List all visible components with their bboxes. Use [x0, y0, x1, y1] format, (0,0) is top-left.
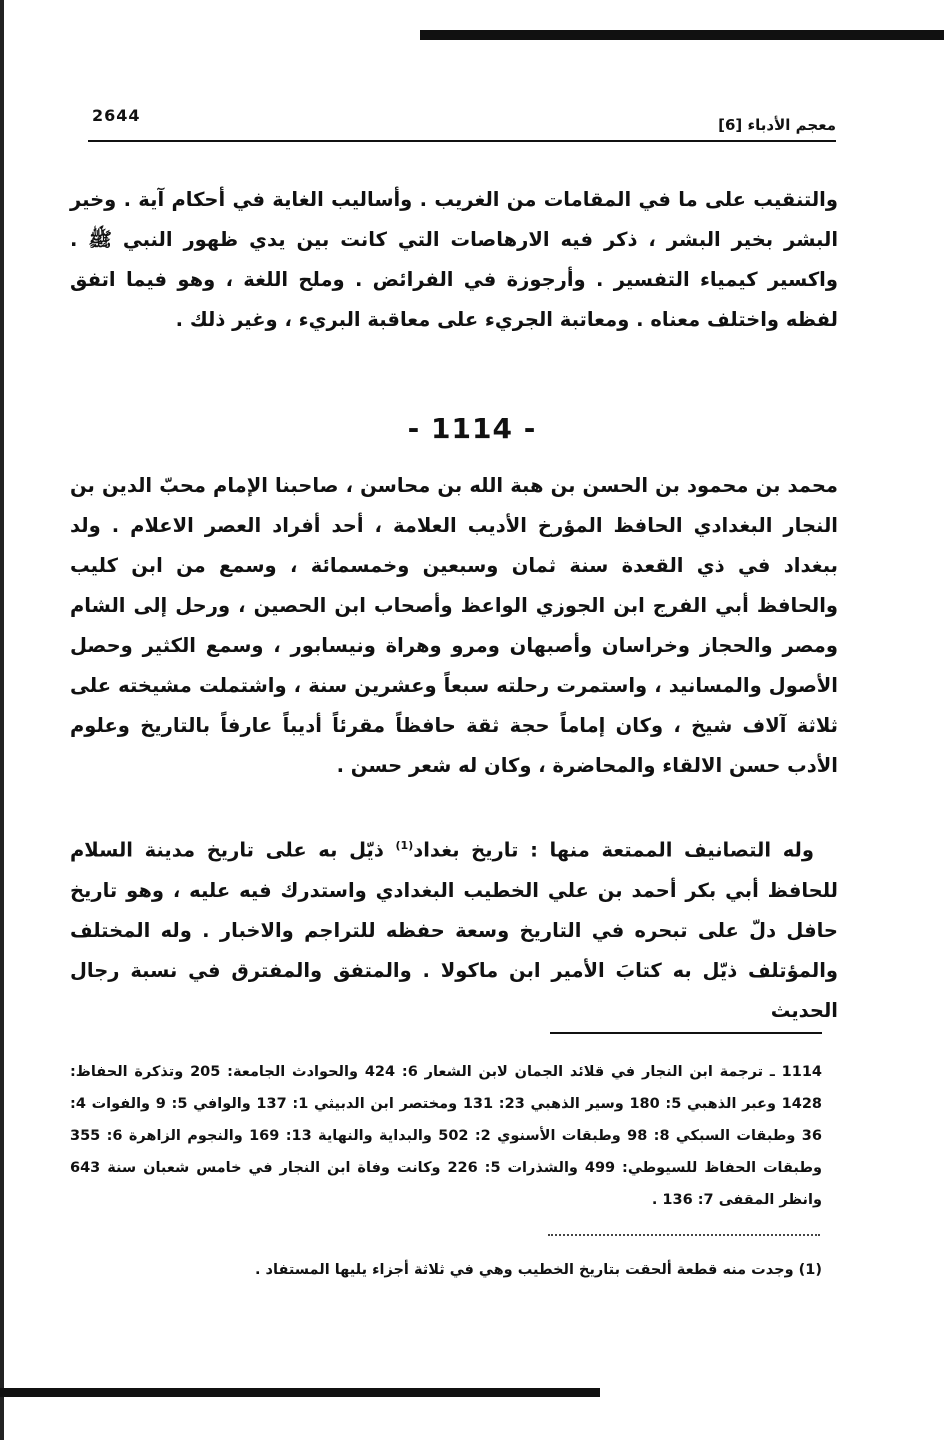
entry-name: محمد بن محمود بن الحسن بن هبة الله بن محاسن ،: [345, 474, 838, 497]
footnote: (1) وجدت منه قطعة ألحقت بتاريخ الخطيب وهي في ثلاثة أجزاء يليها المستفاد .: [255, 1262, 822, 1278]
entry-bio-text: صاحبنا الإمام محبّ الدين بن النجار البغدادي الحافظ المؤرخ الأديب العلامة ، أحد أفراد العصر الاعلام . ولد ببغداد في ذي القعدة سنة ثمان وسبعين وخمسمائة ، وسمع من ابن كليب والحافظ أبي الفرج ابن الجوزي الواعظ وأصحاب ابن الحصين ، ورحل إلى الشام ومصر والحجاز وخراسان وأصبهان ومرو وهراة ونيسابور ، وسمع الكثير وحصل الأصول والمسانيد ، واستمرت رحلته سبعاً وعشرين سنة ، واشتملت مشيخته على ثلاثة آلاف شيخ ، وكان إماماً حجة ثقة حافظاً مقرئاً أديباً عارفاً بالتاريخ وعلوم الأدب حسن الالقاء والمحاضرة ، وكان له شعر حسن .: [70, 474, 838, 777]
works-text-before: وله التصانيف الممتعة منها : تاريخ بغداد: [413, 838, 814, 862]
footnote-reference: (1): [395, 839, 414, 852]
running-title: معجم الأدباء [6]: [718, 116, 836, 134]
scan-edge-top: [420, 30, 944, 40]
entry-number: - 1114 -: [407, 412, 537, 445]
works-text-after: ذيّل به على تاريخ مدينة السلام للحافظ أبي بكر أحمد بن علي الخطيب البغدادي واستدرك فيه عليه ، وهو تاريخ حافل دلّ على تبحره في التاريخ وسعة حفظه للتراجم والاخبار . وله المختلف والمؤتلف ذيّل به كتابَ الأمير ابن ماكولا . والمتفق والمفترق في نسبة رجال الحديث: [70, 838, 838, 1022]
entry-biography: [70, 466, 838, 786]
page-header: [88, 100, 836, 142]
entry-works: [70, 826, 838, 1031]
paragraph-continued: والتنقيب على ما في المقامات من الغريب . وأساليب الغاية في أحكام آية . وخير البشر بخير البشر ، ذكر فيه الارهاصات التي كانت بين يدي ظهور النبي ﷺ . واكسير كيمياء التفسير . وأرجوزة في الفرائض . وملح اللغة ، وهو فيما اتفق لفظه واختلف معناه . ومعاتبة الجريء على معاقبة البريء ، وغير ذلك .: [70, 188, 838, 331]
footnote-divider: [550, 1032, 822, 1034]
page-number: 2644: [92, 106, 141, 125]
footnote-dotted-divider: [548, 1234, 820, 1236]
sources-note: 1114 ـ ترجمة ابن النجار في قلائد الجمان لابن الشعار 6: 424 والحوادث الجامعة: 205 وتذكرة الحفاظ: 1428 وعبر الذهبي 5: 180 وسير الذهبي 23: 131 ومختصر ابن الدبيثي 1: 137 والوافي 5: 9 والفوات 4: 36 وطبقات السبكي 8: 98 وطبقات الأسنوي 2: 502 والبداية والنهاية 13: 169 والنجوم الزاهرة 6: 355 وطبقات الحفاظ للسيوطي: 499 والشذرات 5: 226 وكانت وفاة ابن النجار في خامس شعبان سنة 643 وانظر المقفى 7: 136 .: [70, 1064, 822, 1208]
scan-edge-bottom: [0, 1388, 600, 1397]
scan-edge-left: [0, 0, 4, 1440]
